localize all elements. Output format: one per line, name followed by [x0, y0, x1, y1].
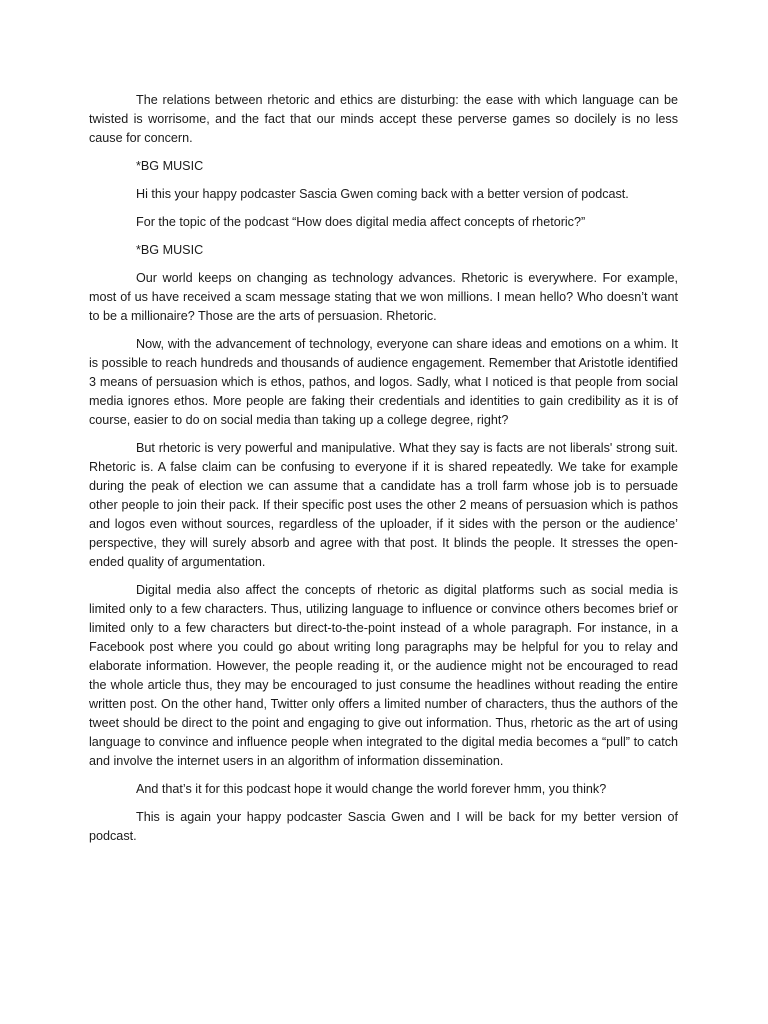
paragraph-closing: And that’s it for this podcast hope it would change the world forever hmm, you think?	[136, 782, 607, 796]
paragraph-greeting: Hi this your happy podcaster Sascia Gwen coming back with a better version of podcast.	[136, 187, 629, 201]
paragraph-intro: The relations between rhetoric and ethics are disturbing: the ease with which language can be twisted is worrisome, and the fact that our minds accept these perverse games so docilely is no less cause for concern.	[89, 93, 678, 145]
paragraph-topic: For the topic of the podcast “How does digital media affect concepts of rhetoric?”	[136, 215, 586, 229]
document-page	[89, 91, 678, 855]
paragraph-manipulation: But rhetoric is very powerful and manipulative. What they say is facts are not liberals' strong suit. Rhetoric is. A false claim can be confusing to everyone if it is shared repeatedly. We take for example during the peak of election we can assume that a candidate has a troll farm whose job is to persuade other people to join their pack. If their specific post uses the other 2 means of persuasion which is pathos and logos even without sources, regardless of the uploader, if it sides with the person or the audience’ perspective, they will surely absorb and agree with that post. It blinds the people. It stresses the open-ended quality of argumentation.	[89, 441, 678, 569]
paragraph-bg-music-2: *BG MUSIC	[136, 243, 204, 257]
paragraph-bg-music-1: *BG MUSIC	[136, 159, 204, 173]
paragraph-rhetoric-everywhere: Our world keeps on changing as technology advances. Rhetoric is everywhere. For example, most of us have received a scam message stating that we won millions. I mean hello? Who doesn’t want to be a millionaire? Those are the arts of persuasion. Rhetoric.	[89, 271, 678, 323]
paragraph-signoff: This is again your happy podcaster Sascia Gwen and I will be back for my better version of podcast.	[89, 810, 678, 843]
paragraph-digital-media: Digital media also affect the concepts of rhetoric as digital platforms such as social media is limited only to a few characters. Thus, utilizing language to influence or convince others becomes brief or limited only to a few characters but direct-to-the-point instead of a whole paragraph. For instance, in a Facebook post where you could go about writing long paragraphs may be helpful for you to relay and elaborate information. However, the people reading it, or the audience might not be encouraged to read the whole article thus, they may be encouraged to just consume the headlines without reading the entire written post. On the other hand, Twitter only offers a limited number of characters, thus the authors of the tweet should be direct to the point and engaging to give out information. Thus, rhetoric as the art of using language to convince and influence people when integrated to the digital media becomes a “pull” to catch and involve the internet users in an algorithm of information dissemination.	[89, 583, 678, 768]
paragraph-technology: Now, with the advancement of technology, everyone can share ideas and emotions on a whim. It is possible to reach hundreds and thousands of audience engagement. Remember that Aristotle identified 3 means of persuasion which is ethos, pathos, and logos. Sadly, what I noticed is that people from social media ignores ethos. More people are faking their credentials and identities to gain credibility as it is of course, easier to do on social media than taking up a college degree, right?	[89, 337, 678, 427]
